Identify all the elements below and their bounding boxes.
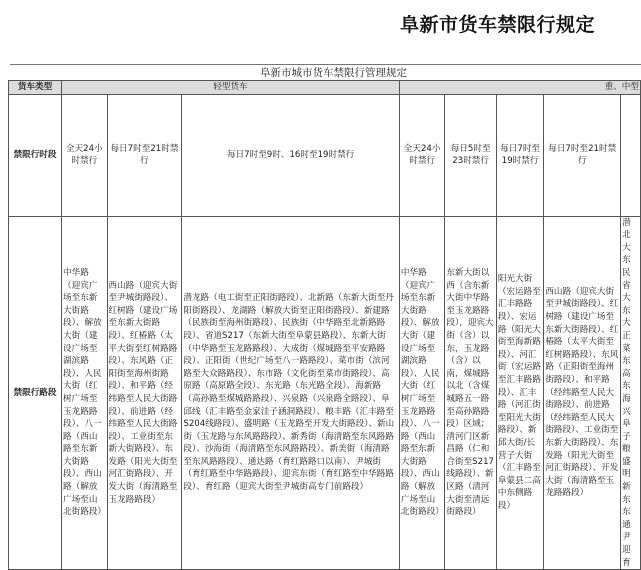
table-caption: 阜新市城市货车禁限行管理规定 bbox=[10, 64, 641, 80]
heavy-time-4: 每日7时至21时禁行 bbox=[544, 94, 621, 216]
clipped-edge-cell bbox=[621, 94, 641, 216]
header-row bbox=[9, 81, 641, 95]
heavy-truck-header: 重、中型 bbox=[399, 81, 640, 95]
time-row bbox=[9, 94, 641, 216]
heavy-time-1: 全天24小时禁行 bbox=[399, 94, 445, 216]
heavy-road-1: 中华路（迎宾广场至东新大街路段）、解放大街（建设广场至湖滨路段）、人民大街（红树广场至玉龙路路段）、八一路（西山路至东新大街路段）、西山路（解放广场至山北街路段） bbox=[399, 216, 445, 570]
light-time-3: 每日7时至9时、16时至19时禁行 bbox=[182, 94, 400, 216]
page-title: 阜新市货车禁限行规定 bbox=[400, 14, 596, 36]
light-road-2: 西山路（迎宾大街至尹城街路段）、红树路（建设广场至东新大街路段）、红椿路（太平大街至红树路路段）、东风路（正阳街至海州街路段）、和平路（经纬路至人民大街路段）、前进路（经纬路至人民大街路段）、工业街至东新大街路段）、东发路（阳光大街至河汇街路段）、开发大街（海清路至玉龙路路段） bbox=[107, 216, 182, 570]
truck-type-label: 货车类型 bbox=[9, 81, 62, 95]
light-time-1: 全天24小时禁行 bbox=[62, 94, 108, 216]
heavy-road-2: 东新大街以西（含东新大街中华路至玉龙路路段），迎宾大街（含）以东，玉龙路（含）以南，煤城路以北（含煤城路五一路至高孙路路段）区域；清河门区新昌路（仁和合街至S217线路段）、新区路（清河大街至清远街路段） bbox=[445, 216, 496, 570]
regulation-sheet bbox=[0, 48, 641, 568]
clipped-edge-text: 潜北大东民省大东大正菜东高东海兴阜子粮盛明新东东通尹迎育 bbox=[621, 216, 641, 570]
light-road-1: 中华路（迎宾广场至东新大街路段）、解放大街（建设广场至湖滨路段）、人民大街（红树广场至玉龙路路段）、八一路（西山路至东新大街路段）、西山路（解放广场至山北街路段） bbox=[62, 216, 108, 570]
road-row-label: 禁限行路段 bbox=[9, 216, 62, 570]
heavy-road-4: 西山路（迎宾大街至尹城街路段）、红树路（建设广场至东新大街路段）、红椿路（太平大街至红树路路段）、东风路（正阳街至海州街路段）、和平路（经纬路至人民大街路段）、前进路（经纬路至人民大街路段）、工业街至东新大街路段）、东发路（阳光大街至河汇街路段）、开发大街（海清路至玉龙路路段） bbox=[544, 216, 621, 570]
heavy-road-3: 阳光大街（宏运路至汇丰路路段）、宏运路（阳光大街至海新路段）、河汇街（宏运路至汇丰路路段）、汇丰路（河汇街至阳光大街路段）、新邱大街/长营子大街（汇丰路至阜蒙县二高中东侧路段） bbox=[496, 216, 543, 570]
road-row bbox=[9, 216, 641, 570]
regulation-table bbox=[8, 80, 641, 570]
light-road-3: 潜龙路（电工街至正阳街路段）、北新路（东新大街至丹阳街路段）、龙湖路（解放大街至正阳街路段）、新建路（民族街至海州街路段）、民族街（中华路至北新路路段）、省道S217（东新大街至阜蒙县路段）、东新大街（中华路至玉龙路路段）、大成街（煤城路至平安路路段）、正阳街（世纪广场至八一路路段）、菜市街（滨河路至大众路路段）、东市路（文化街至菜市街路段）、高原路（高原路全段）、东光路（东光路全段）、海新路（高孙路至煤城路路段）、兴泉路（兴泉路全路段）、阜邱线（汇丰路至金家洼子涵洞路段）、粮丰路（汇丰路至S204线路段）、盛明路（玉龙路至开发大街路段）、新山街（玉龙路与东风路路段）、新秀街（海清路至东风路路段）、沙海街（海清路至东风路路段）、新美街（海清路至东风路路段）、通达路（育红路路口以南）、尹城街（育红路至中华路路段）、迎宾东街（育红路至中华路路段）、育红路（迎宾大街至尹城街高专门前路段） bbox=[182, 216, 400, 570]
time-row-label: 禁限行时段 bbox=[9, 94, 62, 216]
heavy-time-3: 每日7时至19时禁行 bbox=[496, 94, 543, 216]
light-time-2: 每日7时至21时禁行 bbox=[107, 94, 182, 216]
heavy-time-2: 每日5时至23时禁行 bbox=[445, 94, 496, 216]
light-truck-header: 轻型货车 bbox=[62, 81, 400, 95]
